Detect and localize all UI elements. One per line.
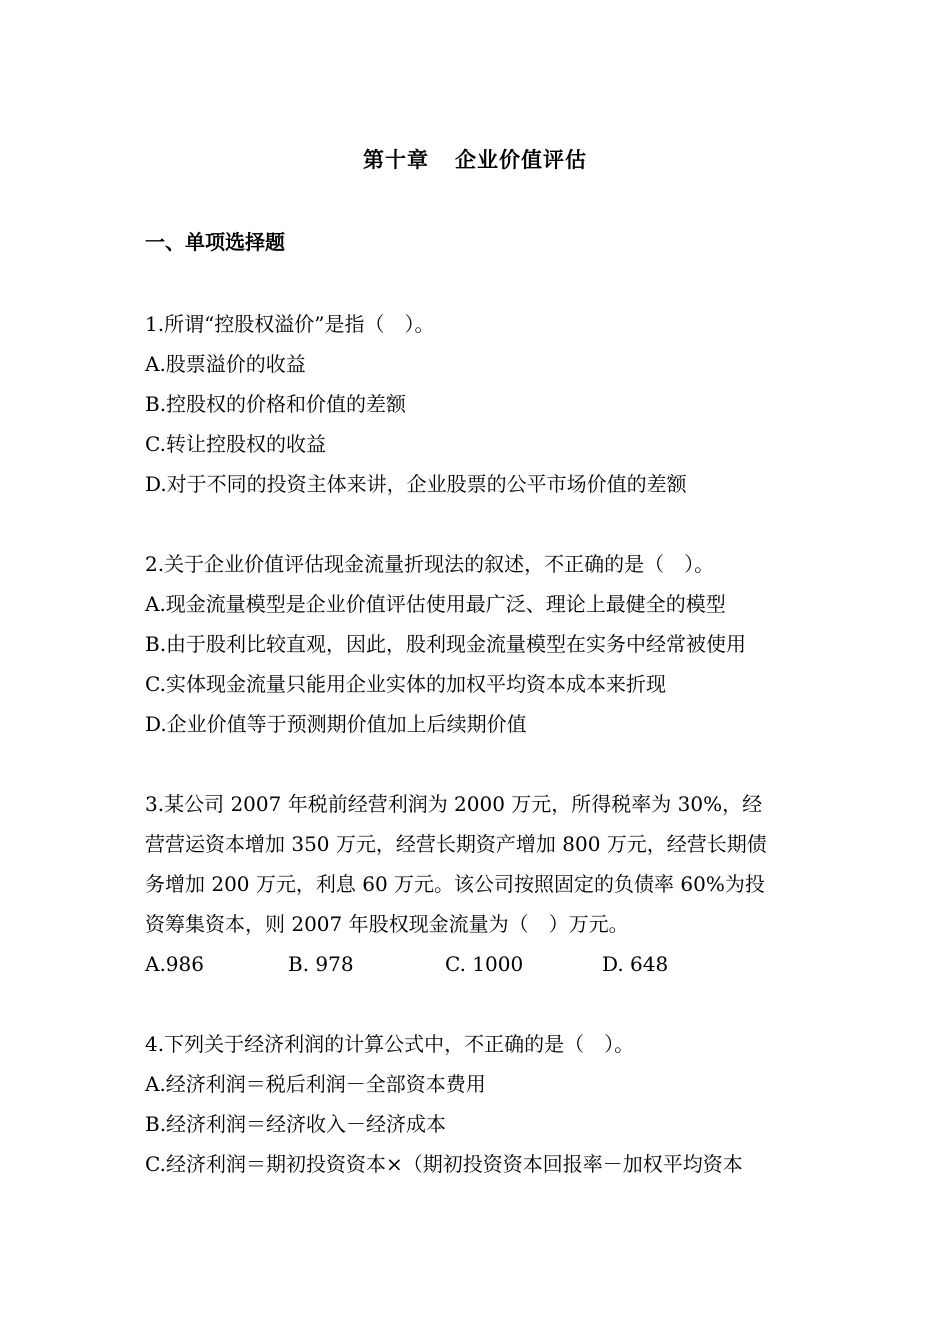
option-d: D. 648 [602, 952, 669, 976]
option-a: A.现金流量模型是企业价值评估使用最广泛、理论上最健全的模型 [145, 592, 726, 616]
option-c: C.转让控股权的收益 [145, 432, 326, 456]
question-stem: 1.所谓“控股权溢价”是指（ ）。 [145, 312, 435, 336]
option-d: D.企业价值等于预测期价值加上后续期价值 [145, 712, 527, 736]
chapter-title [0, 144, 950, 174]
question-stem-line: 务增加 200 万元，利息 60 万元。该公司按照固定的负债率 60%为投 [145, 872, 765, 896]
option-a: A.986 [145, 952, 204, 976]
option-c: C. 1000 [445, 952, 524, 976]
question-1 [145, 304, 815, 504]
question-4 [145, 1024, 815, 1184]
question-stem: 4.下列关于经济利润的计算公式中，不正确的是（ ）。 [145, 1032, 635, 1056]
option-c: C.实体现金流量只能用企业实体的加权平均资本成本来折现 [145, 672, 666, 696]
question-3 [145, 784, 815, 984]
question-stem-line: 资筹集资本，则 2007 年股权现金流量为（ ）万元。 [145, 912, 629, 936]
option-b: B.控股权的价格和价值的差额 [145, 392, 407, 416]
option-d: D.对于不同的投资主体来讲，企业股票的公平市场价值的差额 [145, 472, 687, 496]
inline-options [145, 944, 815, 984]
option-c: C.经济利润＝期初投资资本×（期初投资资本回报率－加权平均资本 [145, 1152, 743, 1176]
option-b: B.经济利润＝经济收入－经济成本 [145, 1112, 447, 1136]
question-stem-line: 3.某公司 2007 年税前经营利润为 2000 万元，所得税率为 30%，经 [145, 792, 763, 816]
option-b: B. 978 [288, 952, 354, 976]
chapter-number: 第十章 [363, 147, 429, 172]
question-stem: 2.关于企业价值评估现金流量折现法的叙述，不正确的是（ ）。 [145, 552, 715, 576]
option-a: A.经济利润＝税后利润－全部资本费用 [145, 1072, 486, 1096]
question-list [145, 304, 815, 1224]
option-b: B.由于股利比较直观，因此，股利现金流量模型在实务中经常被使用 [145, 632, 747, 656]
option-a: A.股票溢价的收益 [145, 352, 306, 376]
section-title: 一、单项选择题 [145, 230, 285, 254]
question-stem-line: 营营运资本增加 350 万元，经营长期资产增加 800 万元，经营长期债 [145, 832, 767, 856]
question-2 [145, 544, 815, 744]
chapter-name: 企业价值评估 [455, 147, 587, 172]
